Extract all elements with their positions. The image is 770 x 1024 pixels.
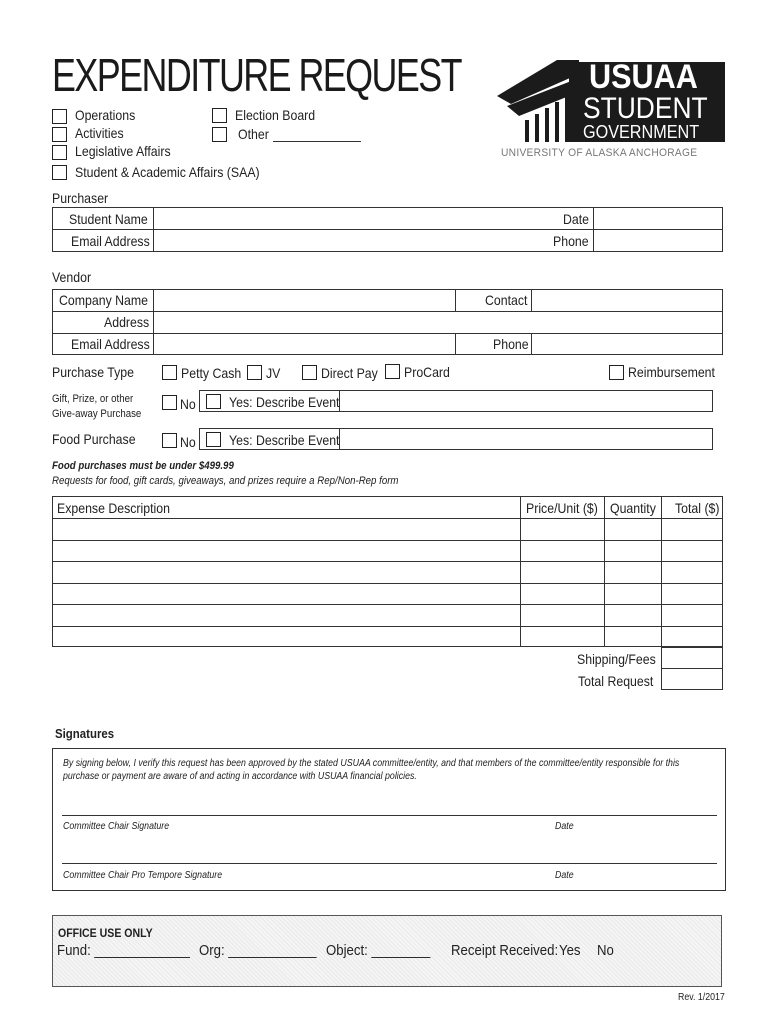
page-title: EXPENDITURE REQUEST [52, 49, 461, 101]
pro-tempore-signature-label: Committee Chair Pro Tempore Signature [63, 870, 223, 881]
student-name-label: Student Name [69, 211, 148, 227]
vendor-heading: Vendor [52, 269, 92, 285]
food-no-label: No [180, 434, 196, 450]
gift-no-label: No [180, 396, 196, 412]
petty-cash-label: Petty Cash [181, 365, 242, 381]
date-label: Date [563, 211, 590, 227]
phone-label: Phone [553, 233, 589, 249]
object-field[interactable]: Object: ________ [326, 942, 431, 959]
email-address-label: Email Address [71, 233, 150, 249]
expense-row[interactable] [53, 519, 722, 539]
vendor-phone-input[interactable] [533, 335, 721, 354]
receipt-no-option[interactable]: No [597, 942, 614, 959]
food-no-checkbox[interactable] [162, 433, 177, 448]
expense-row[interactable] [53, 584, 722, 603]
total-request-input[interactable] [663, 670, 721, 689]
receipt-yes-option[interactable]: Yes [559, 942, 581, 959]
purchaser-heading: Purchaser [52, 190, 109, 206]
logo-tagline: UNIVERSITY OF ALASKA ANCHORAGE [501, 147, 698, 159]
food-limit-note: Food purchases must be under $499.99 [52, 460, 234, 472]
operations-checkbox[interactable] [52, 109, 67, 124]
vendor-phone-label: Phone [493, 336, 529, 352]
contact-input[interactable] [533, 291, 721, 310]
vendor-email-input[interactable] [155, 335, 453, 354]
logo-student: STUDENT [583, 92, 708, 125]
jv-checkbox[interactable] [247, 365, 262, 380]
col-expense-description: Expense Description [57, 500, 170, 516]
expense-row[interactable] [53, 605, 722, 625]
shipping-fees-input[interactable] [663, 648, 721, 667]
saa-checkbox[interactable] [52, 165, 67, 180]
chair-signature-line[interactable] [62, 815, 717, 816]
other-line[interactable] [273, 141, 361, 142]
election-board-checkbox[interactable] [212, 108, 227, 123]
address-input[interactable] [155, 313, 721, 332]
reimbursement-checkbox[interactable] [609, 365, 624, 380]
office-use-heading: OFFICE USE ONLY [58, 926, 153, 940]
chair-signature-label: Committee Chair Signature [63, 821, 170, 832]
company-name-label: Company Name [59, 292, 149, 308]
student-name-input[interactable] [155, 209, 525, 228]
fund-field[interactable]: Fund: _____________ [57, 942, 190, 959]
gift-label-line1: Gift, Prize, or other [52, 393, 134, 405]
company-name-input[interactable] [155, 291, 453, 310]
chair-date-label: Date [555, 821, 574, 832]
org-field[interactable]: Org: ____________ [199, 942, 317, 959]
gift-describe-field[interactable] [199, 390, 713, 412]
activities-checkbox[interactable] [52, 127, 67, 142]
other-label: Other [238, 126, 269, 142]
purchaser-phone-input[interactable] [596, 231, 721, 250]
operations-label: Operations [75, 107, 136, 123]
signatures-heading: Signatures [55, 726, 115, 741]
food-yes-label: Yes: Describe Event [229, 432, 340, 448]
expense-row[interactable] [53, 562, 722, 582]
shipping-fees-label: Shipping/Fees [577, 651, 656, 667]
pro-tempore-signature-line[interactable] [62, 863, 717, 864]
legislative-checkbox[interactable] [52, 145, 67, 160]
purchaser-email-input[interactable] [155, 231, 525, 250]
direct-pay-checkbox[interactable] [302, 365, 317, 380]
expense-row[interactable] [53, 541, 722, 560]
revision-label: Rev. 1/2017 [678, 992, 725, 1003]
logo-usuaa: USUAA [589, 58, 698, 96]
direct-pay-label: Direct Pay [321, 365, 378, 381]
legislative-label: Legislative Affairs [75, 143, 171, 159]
reimbursement-label: Reimbursement [628, 364, 715, 380]
usuaa-logo [497, 56, 725, 146]
other-checkbox[interactable] [212, 127, 227, 142]
expense-row[interactable] [53, 627, 722, 646]
col-price-unit: Price/Unit ($) [526, 500, 598, 516]
food-describe-field[interactable] [199, 428, 713, 450]
procard-label: ProCard [404, 364, 450, 380]
jv-label: JV [266, 365, 281, 381]
logo-government: GOVERNMENT [583, 122, 700, 142]
gift-yes-label: Yes: Describe Event [229, 394, 340, 410]
rep-form-note: Requests for food, gift cards, giveaways, and prizes require a Rep/Non-Rep form [52, 475, 399, 487]
col-quantity: Quantity [610, 500, 656, 516]
activities-label: Activities [75, 125, 124, 141]
petty-cash-checkbox[interactable] [162, 365, 177, 380]
contact-label: Contact [485, 292, 528, 308]
purchase-type-label: Purchase Type [52, 364, 134, 380]
gift-label-line2: Give-away Purchase [52, 408, 142, 420]
election-board-label: Election Board [235, 107, 316, 123]
saa-label: Student & Academic Affairs (SAA) [75, 164, 260, 180]
food-purchase-label: Food Purchase [52, 431, 136, 447]
address-label: Address [104, 314, 150, 330]
signature-statement: By signing below, I verify this request has been approved by the stated USUAA committee/entity, and that members of the committee/entity responsible for this purchase or payment are aware of and acting in accordance with USUAA financial policies. [63, 758, 680, 782]
receipt-received-label: Receipt Received: [451, 942, 559, 959]
gift-no-checkbox[interactable] [162, 395, 177, 410]
procard-checkbox[interactable] [385, 364, 400, 379]
purchaser-date-input[interactable] [596, 209, 721, 228]
total-request-label: Total Request [578, 673, 654, 689]
pro-tempore-date-label: Date [555, 870, 574, 881]
vendor-email-label: Email Address [71, 336, 150, 352]
col-total: Total ($) [675, 500, 720, 516]
